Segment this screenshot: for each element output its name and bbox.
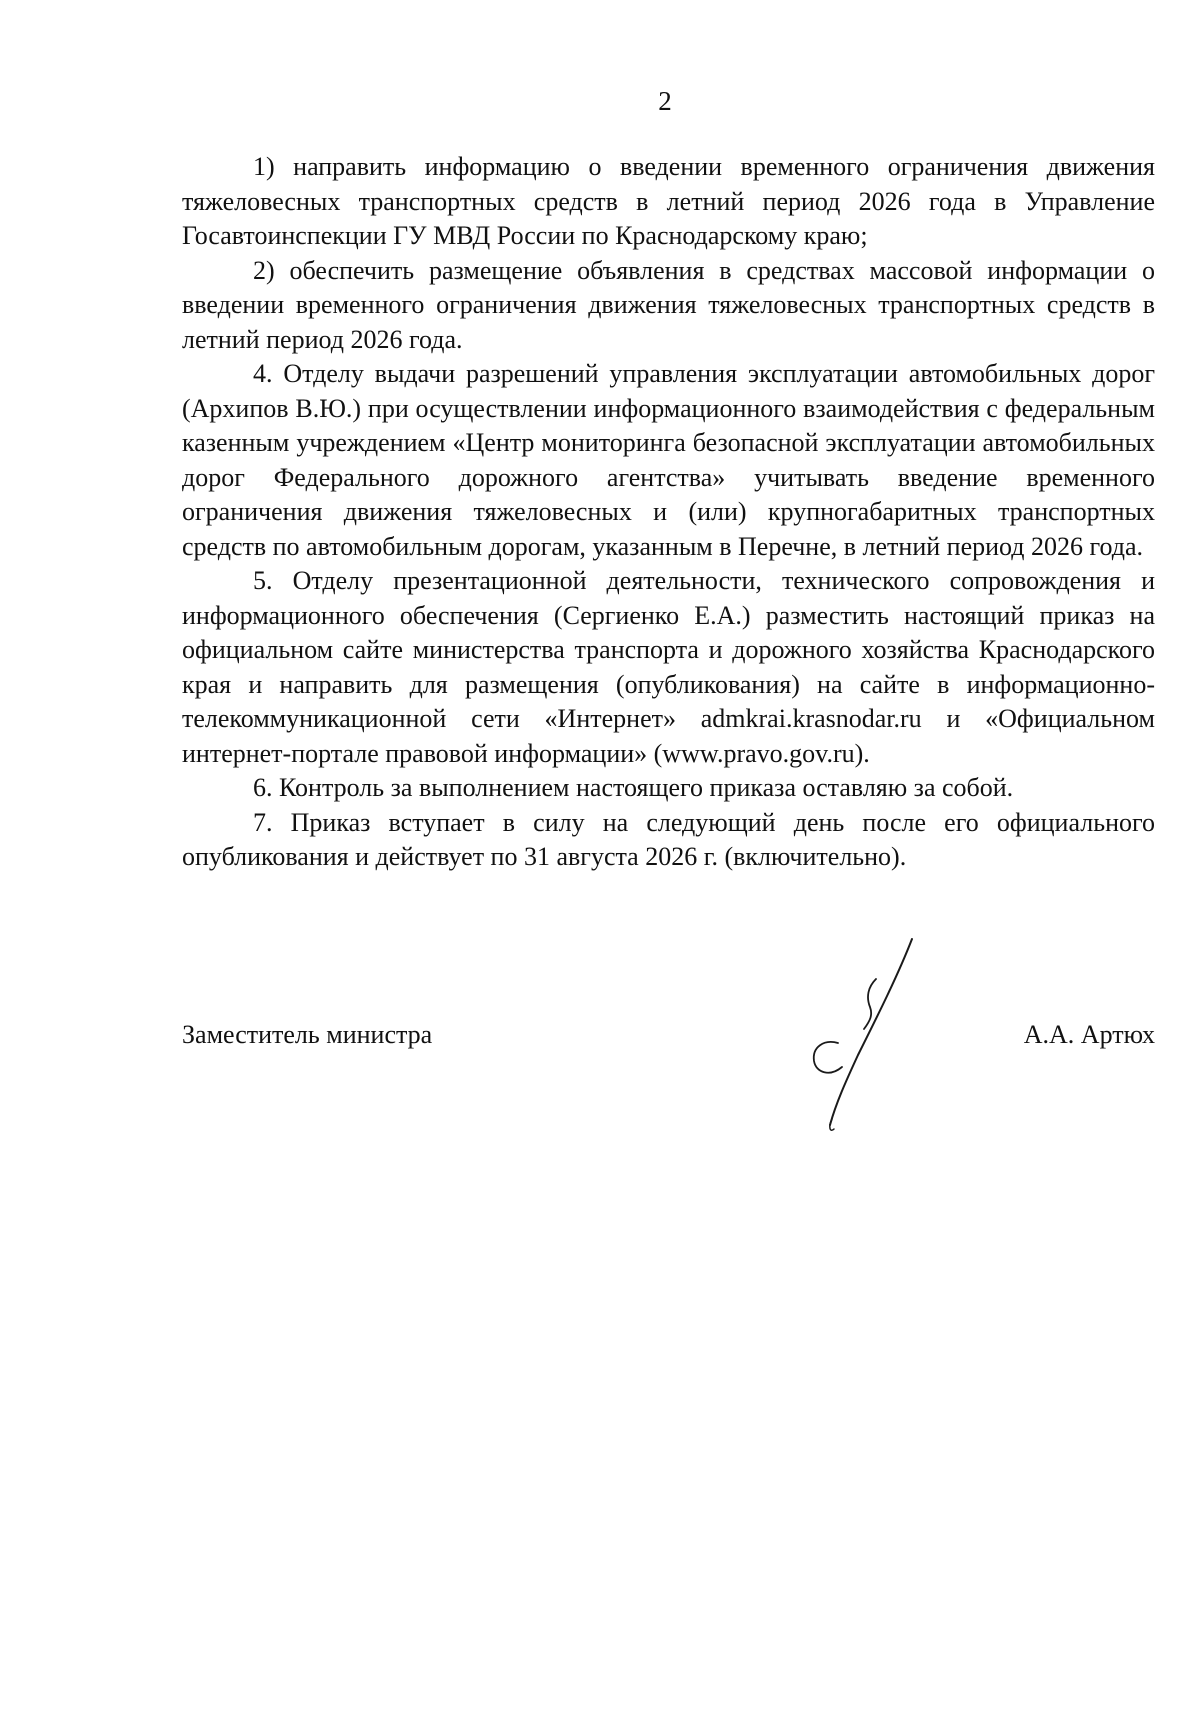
signatory-name: А.А. Артюх	[1023, 1020, 1155, 1049]
paragraph-clause-5: 5. Отделу презентационной деятельности, технического сопровождения и информационного обеспечения (Сергиенко Е.А.) разместить настоящий приказ на официальном сайте министерства транспорта и дорожного хозяйства Краснодарского края и направить для размещения (опубликования) на сайте в информационно-телекоммуникационной сети «Интернет» admkrai.krasnodar.ru и «Официальном интернет-портале правовой информации» (www.pravo.gov.ru).	[182, 566, 1155, 768]
paragraph-clause-7: 7. Приказ вступает в силу на следующий день после его официального опубликования и действует по 31 августа 2026 г. (включительно).	[182, 807, 1155, 871]
signatory-position: Заместитель министра	[182, 1020, 433, 1049]
paragraph-clause-4: 4. Отделу выдачи разрешений управления эксплуатации автомобильных дорог (Архипов В.Ю.) при осуществлении информационного взаимодействия с федеральным казенным учреждением «Центр мониторинга безопасной эксплуатации автомобильных дорог Федерального дорожного агентства» учитывать введение временного ограничения движения тяжеловесных и (или) крупногабаритных транспортных средств по автомобильным дорогам, указанным в Перечне, в летний период 2026 года.	[182, 359, 1155, 561]
paragraph-item-1: 1) направить информацию о введении временного ограничения движения тяжеловесных транспортных средств в летний период 2026 года в Управление Госавтоинспекции ГУ МВД России по Краснодарскому краю;	[182, 152, 1155, 250]
signature-block	[182, 1018, 1155, 1058]
document-body	[182, 150, 1155, 875]
paragraph-clause-6: 6. Контроль за выполнением настоящего приказа оставляю за собой.	[253, 773, 1014, 802]
page-number: 2	[658, 86, 672, 116]
paragraph-item-2: 2) обеспечить размещение объявления в средствах массовой информации о введении временного ограничения движения тяжеловесных транспортных средств в летний период 2026 года.	[182, 255, 1155, 354]
handwritten-signature	[780, 935, 940, 1135]
